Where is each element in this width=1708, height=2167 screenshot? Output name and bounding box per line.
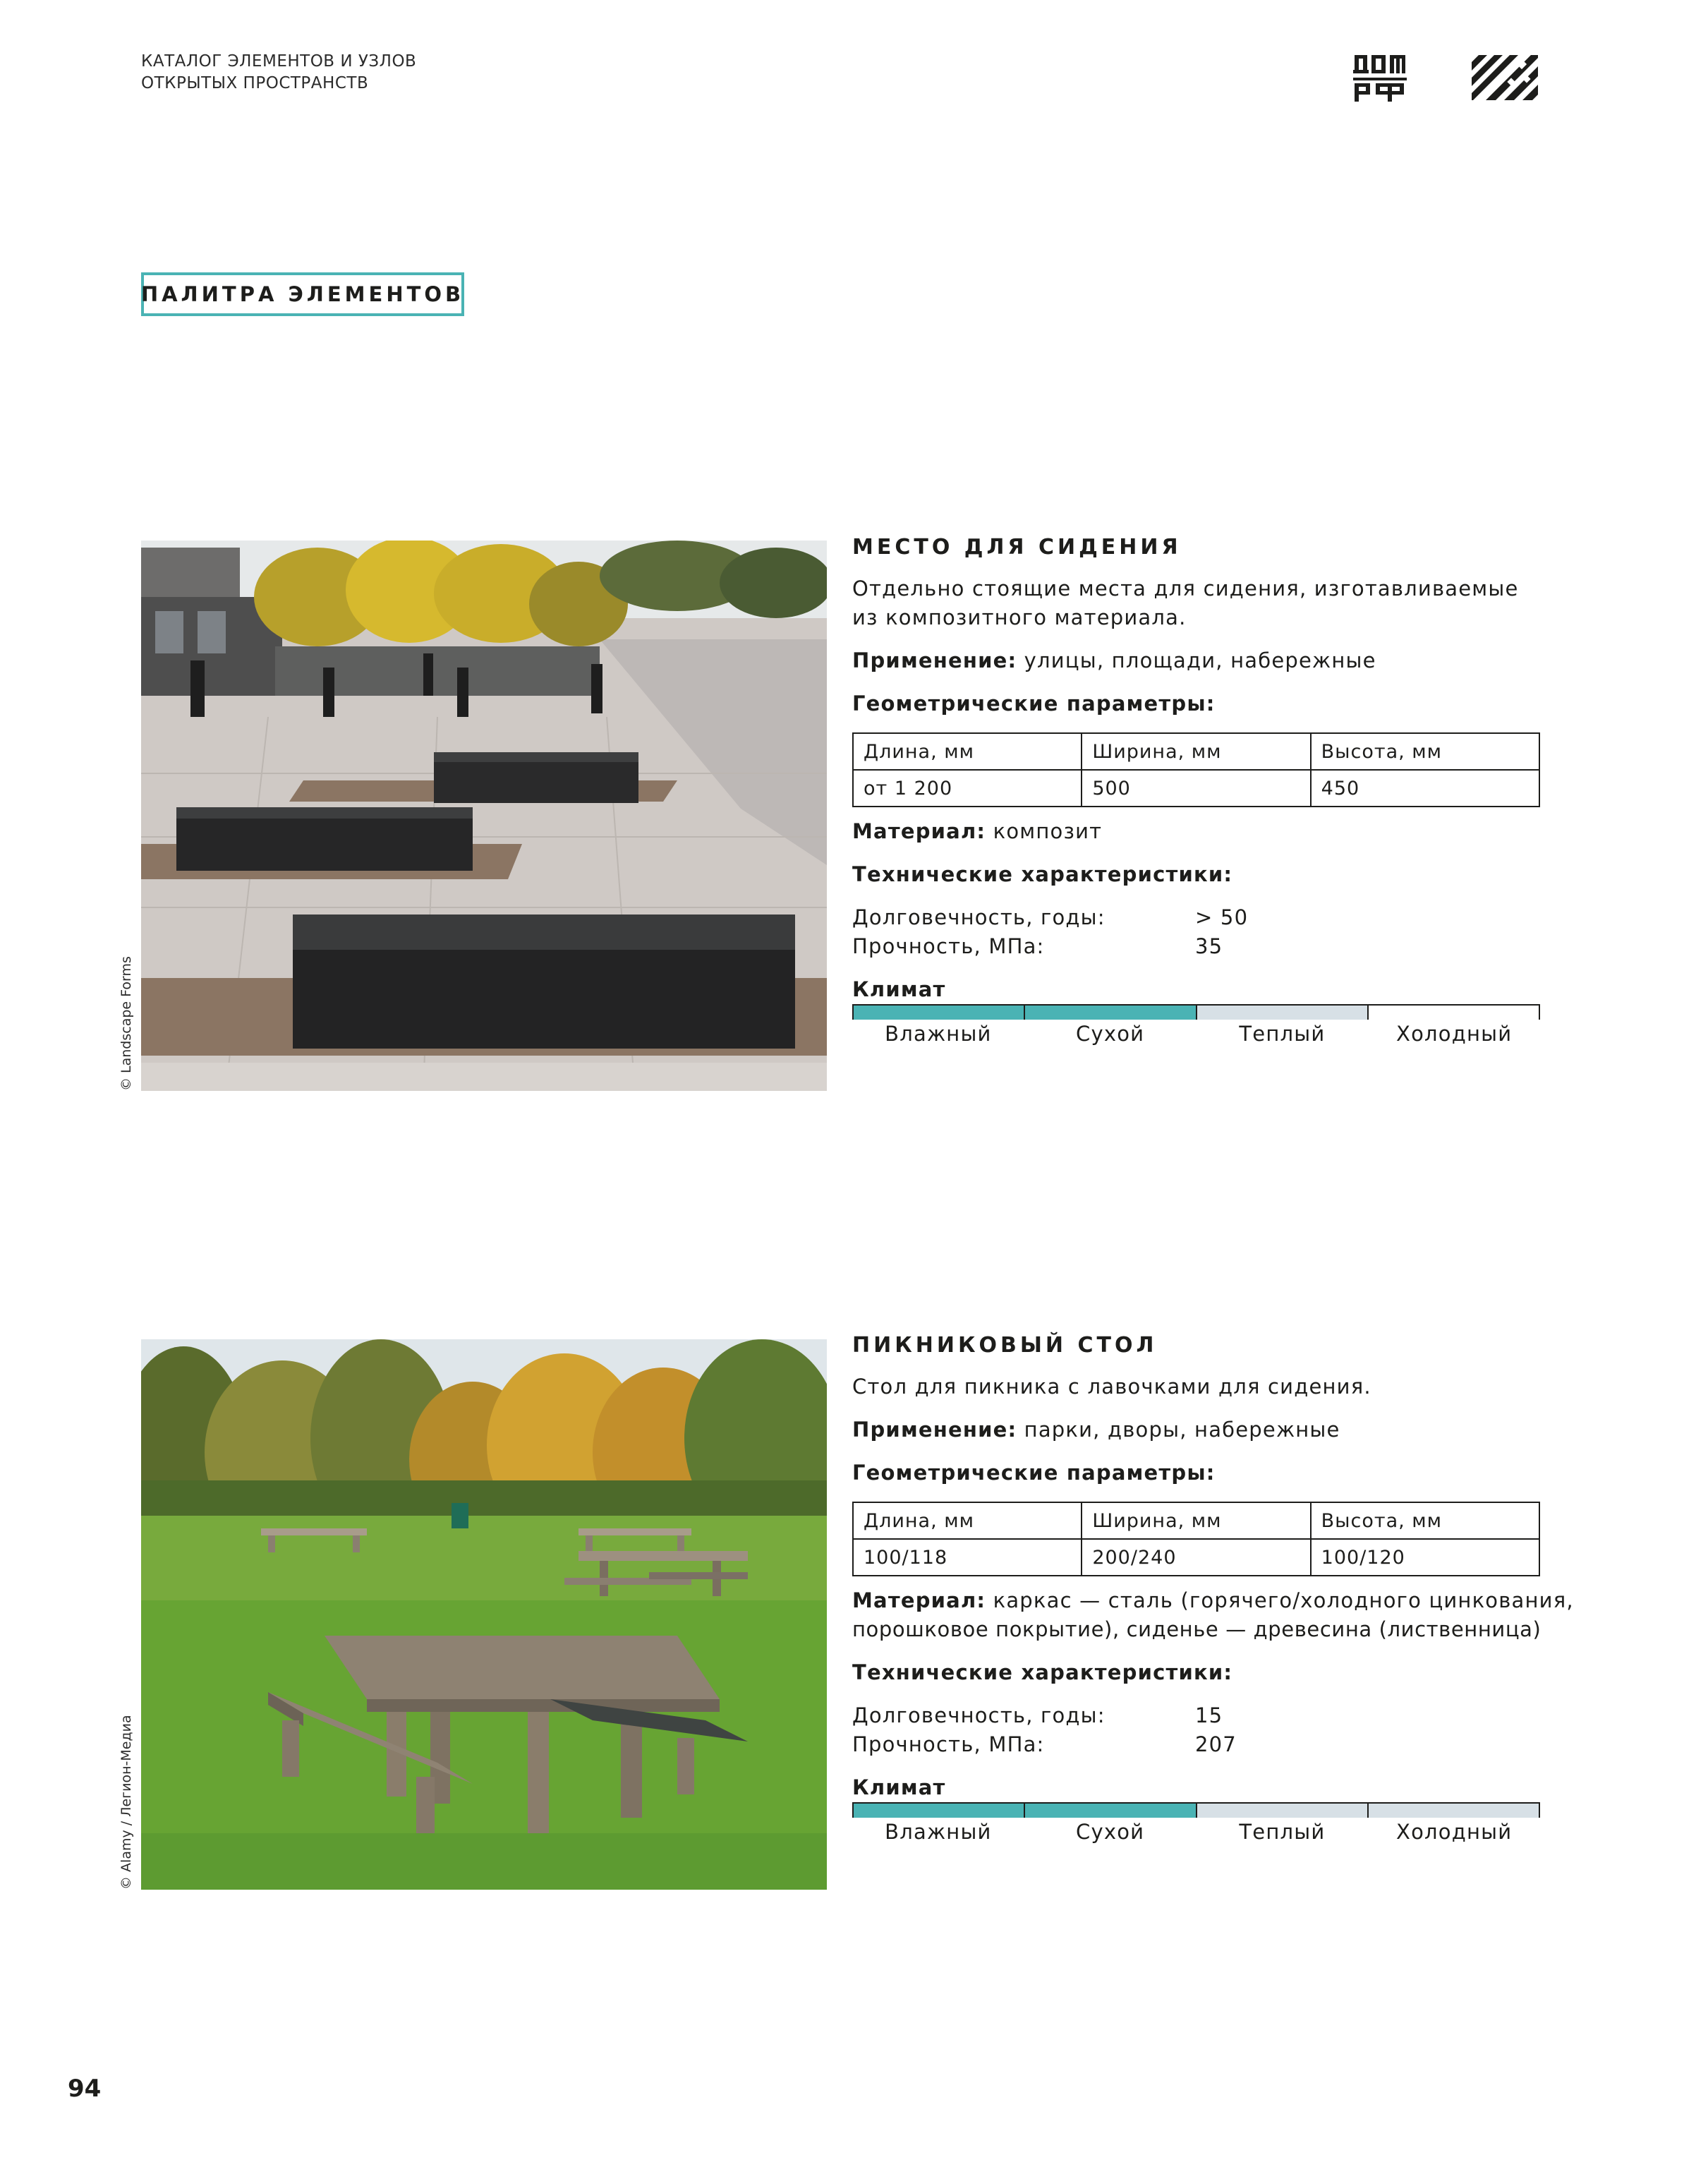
climate-label-cold: Холодный	[1396, 1022, 1513, 1046]
application-row	[852, 1416, 1540, 1444]
climate-label-humid: Влажный	[885, 1022, 992, 1046]
table-header-length: Длина, мм	[853, 733, 1082, 770]
geometry-label: Геометрические параметры:	[852, 692, 1216, 716]
climate-label-humid: Влажный	[885, 1820, 992, 1844]
material-row	[852, 817, 1540, 846]
table-row	[853, 1502, 1539, 1539]
table-row	[853, 1539, 1539, 1576]
climate-label: Климат	[852, 1775, 946, 1799]
application-row	[852, 646, 1540, 675]
material-label: Материал:	[852, 1588, 986, 1612]
item-picnic-table	[852, 1332, 1574, 1846]
catalog-title	[141, 51, 416, 95]
material-label: Материал:	[852, 819, 986, 843]
table-cell-height: 450	[1311, 770, 1539, 807]
application-value: улицы, площади, набережные	[1017, 648, 1376, 672]
catalog-title-line1: КАТАЛОГ ЭЛЕМЕНТОВ И УЗЛОВ	[141, 52, 417, 71]
seating-photo-credit: © Landscape Forms	[119, 956, 134, 1091]
table-cell-length: 100/118	[853, 1539, 1082, 1576]
table-header-length: Длина, мм	[853, 1502, 1082, 1539]
item-description-line2: из композитного материала.	[852, 605, 1187, 629]
item-seating	[852, 533, 1540, 1048]
table-header-width: Ширина, мм	[1082, 733, 1310, 770]
durability-value: 15	[1195, 1703, 1223, 1727]
strength-value: 207	[1195, 1732, 1237, 1756]
climate-label-dry: Сухой	[1076, 1820, 1145, 1844]
climate-bar	[852, 1802, 1540, 1818]
seating-photo	[141, 541, 827, 1091]
table-cell-width: 200/240	[1082, 1539, 1310, 1576]
table-header-height: Высота, мм	[1311, 733, 1539, 770]
climate-label-dry: Сухой	[1076, 1022, 1145, 1046]
tech-label: Технические характеристики:	[852, 862, 1233, 886]
picnic-photo-credit: © Alamy / Легион-Медиа	[119, 1715, 134, 1890]
climate-label-warm: Теплый	[1239, 1022, 1326, 1046]
application-label: Применение:	[852, 648, 1017, 672]
climate-labels	[852, 1020, 1540, 1048]
item-description-line1: Стол для пикника с лавочками для сидения.	[852, 1375, 1371, 1399]
climate-labels	[852, 1818, 1540, 1846]
dom-rf-logo-icon	[1353, 54, 1407, 103]
tech-label: Технические характеристики:	[852, 1660, 1233, 1684]
material-value-line1: каркас — сталь (горячего/холодного цинкования,	[986, 1588, 1574, 1612]
material-value-line2: порошковое покрытие), сиденье — древесина (лиственница)	[852, 1617, 1542, 1641]
strength-value: 35	[1195, 934, 1223, 958]
table-cell-width: 500	[1082, 770, 1310, 807]
table-cell-height: 100/120	[1311, 1539, 1539, 1576]
item-description-line1: Отдельно стоящие места для сидения, изготавливаемые	[852, 577, 1519, 600]
climate-segment-humid	[852, 1004, 1024, 1020]
diagonal-pattern-logo-icon	[1472, 55, 1538, 100]
item-title: МЕСТО ДЛЯ СИДЕНИЯ	[852, 535, 1182, 560]
climate-bar	[852, 1004, 1540, 1020]
durability-value: > 50	[1195, 905, 1249, 929]
geometry-label: Геометрические параметры:	[852, 1461, 1216, 1485]
durability-label: Долговечность, годы:	[852, 905, 1106, 929]
page-number: 94	[68, 2075, 102, 2103]
table-header-width: Ширина, мм	[1082, 1502, 1310, 1539]
strength-row	[852, 932, 1540, 961]
table-header-height: Высота, мм	[1311, 1502, 1539, 1539]
table-row	[853, 770, 1539, 807]
strength-label: Прочность, МПа:	[852, 934, 1045, 958]
climate-segment-warm	[1196, 1004, 1367, 1020]
climate-label-warm: Теплый	[1239, 1820, 1326, 1844]
table-cell-length: от 1 200	[853, 770, 1082, 807]
durability-label: Долговечность, годы:	[852, 1703, 1106, 1727]
strength-label: Прочность, МПа:	[852, 1732, 1045, 1756]
strength-row	[852, 1730, 1540, 1759]
application-value: парки, дворы, набережные	[1017, 1418, 1340, 1442]
geometry-table	[852, 732, 1540, 807]
item-title: ПИКНИКОВЫЙ СТОЛ	[852, 1333, 1158, 1358]
climate-segment-humid	[852, 1802, 1024, 1818]
application-label: Применение:	[852, 1418, 1017, 1442]
climate-segment-warm	[1196, 1802, 1367, 1818]
climate-segment-cold	[1367, 1004, 1540, 1020]
material-row	[852, 1586, 1574, 1615]
material-value: композит	[986, 819, 1103, 843]
climate-label-cold: Холодный	[1396, 1820, 1513, 1844]
climate-segment-dry	[1024, 1802, 1195, 1818]
picnic-table-photo	[141, 1339, 827, 1890]
table-row	[853, 733, 1539, 770]
geometry-table	[852, 1502, 1540, 1576]
section-tag: ПАЛИТРА ЭЛЕМЕНТОВ	[141, 272, 464, 316]
catalog-title-line2: ОТКРЫТЫХ ПРОСТРАНСТВ	[141, 74, 369, 92]
climate-label: Климат	[852, 977, 946, 1001]
climate-segment-dry	[1024, 1004, 1195, 1020]
durability-row	[852, 1701, 1540, 1730]
climate-segment-cold	[1367, 1802, 1540, 1818]
durability-row	[852, 903, 1540, 932]
